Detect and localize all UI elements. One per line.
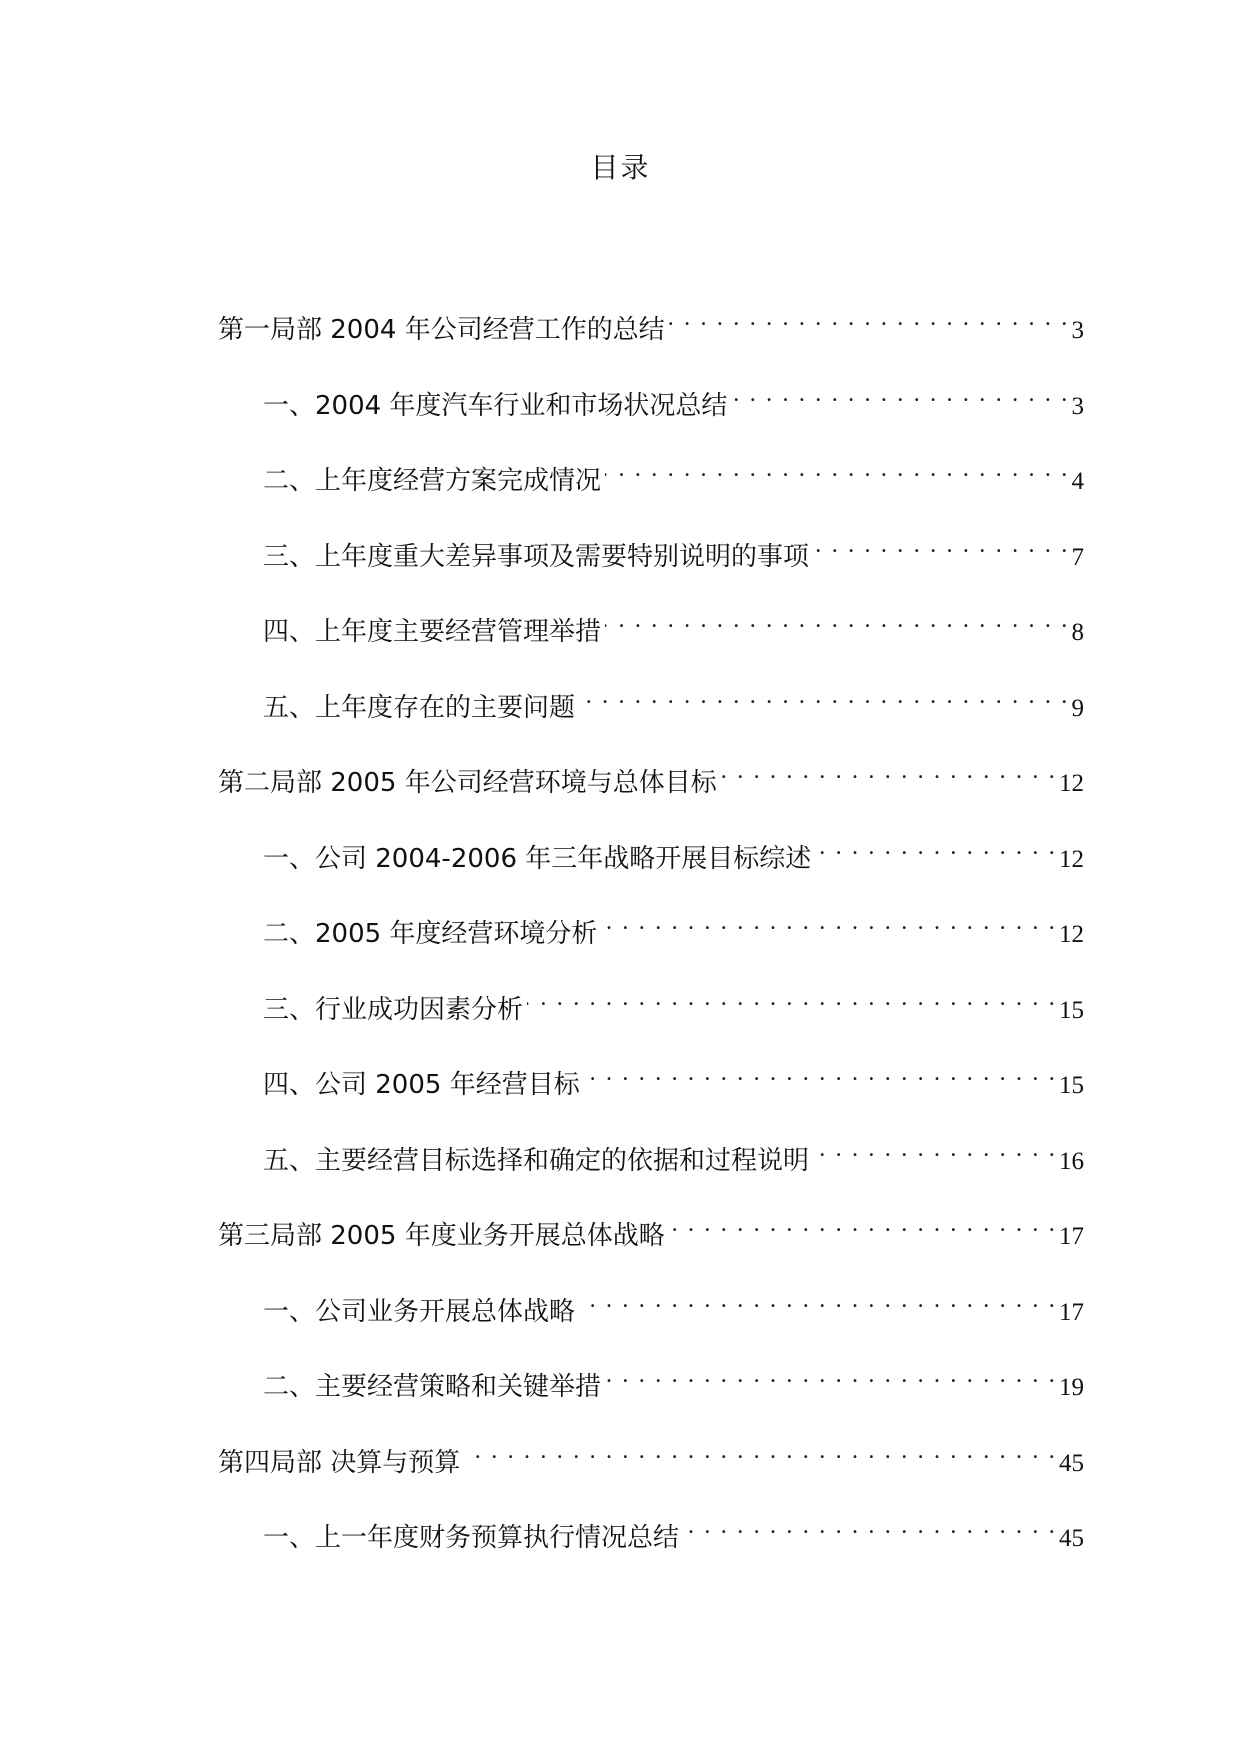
- dot-leader: [464, 1431, 1057, 1471]
- toc-entry[interactable]: [218, 1506, 1084, 1582]
- toc-entry-label: 五、主要经营目标选择和确定的依据和过程说明: [263, 1145, 810, 1176]
- dot-leader: [601, 902, 1057, 942]
- toc-entry-page: 9: [1071, 694, 1084, 722]
- toc-entry-label: 四、上年度主要经营管理举措: [263, 617, 602, 647]
- dot-leader: [731, 374, 1069, 414]
- toc-entry[interactable]: [218, 676, 1084, 752]
- toc-entry-label: 三、上年度重大差异事项及需要特别说明的事项: [263, 541, 810, 572]
- toc-entry[interactable]: [218, 1053, 1084, 1129]
- toc-entry-label: 二、上年度经营方案完成情况: [263, 466, 602, 496]
- toc-entry[interactable]: [218, 1355, 1084, 1431]
- toc-entry-page: 19: [1059, 1374, 1084, 1401]
- toc-entry-page: 16: [1059, 1147, 1084, 1175]
- toc-entry-label: 五、上年度存在的主要问题: [263, 692, 576, 723]
- toc-entry[interactable]: [218, 1129, 1084, 1205]
- toc-entry[interactable]: [218, 978, 1084, 1054]
- dot-leader: [579, 1280, 1057, 1320]
- toc-entry-part-2[interactable]: [218, 751, 1084, 827]
- toc-entry-label: 第二局部 2005 年公司经营环境与总体目标: [218, 768, 717, 798]
- toc-entry-page: 45: [1059, 1449, 1084, 1477]
- toc-entry[interactable]: [218, 449, 1084, 525]
- toc-entry-part-1[interactable]: [218, 298, 1084, 374]
- toc-entry[interactable]: [218, 600, 1084, 676]
- dot-leader: [579, 676, 1069, 716]
- toc-entry[interactable]: [218, 374, 1084, 450]
- dot-leader: [669, 298, 1070, 338]
- toc-entry-page: 12: [1059, 770, 1084, 797]
- toc-entry[interactable]: [218, 827, 1084, 903]
- toc-entry-label: 二、主要经营策略和关键举措: [263, 1372, 602, 1402]
- dot-leader: [813, 1129, 1057, 1169]
- toc-entry-part-3[interactable]: [218, 1204, 1084, 1280]
- dot-leader: [669, 1204, 1057, 1244]
- toc-entry-page: 4: [1071, 468, 1084, 495]
- toc-entry[interactable]: [218, 525, 1084, 601]
- dot-leader: [605, 1355, 1057, 1395]
- toc-entry-label: 一、2004 年度汽车行业和市场状况总结: [263, 390, 728, 421]
- toc-entry-page: 12: [1059, 845, 1084, 873]
- toc-entry-page: 3: [1071, 317, 1084, 344]
- dot-leader: [813, 525, 1069, 565]
- dot-leader: [605, 600, 1069, 640]
- page-title: 目录: [590, 151, 651, 184]
- toc-entry-page: 15: [1059, 996, 1084, 1024]
- dot-leader: [605, 449, 1069, 489]
- toc-entry-page: 45: [1059, 1525, 1084, 1552]
- toc-entry-part-4[interactable]: [218, 1431, 1084, 1507]
- toc-entry[interactable]: [218, 1280, 1084, 1356]
- dot-leader: [683, 1506, 1057, 1546]
- toc-entry[interactable]: [218, 902, 1084, 978]
- toc-entry-label: 第一局部 2004 年公司经营工作的总结: [218, 315, 665, 345]
- dot-leader: [584, 1053, 1057, 1093]
- toc-entry-label: 一、公司 2004-2006 年三年战略开展目标综述: [263, 843, 812, 874]
- toc-entry-label: 第四局部 决算与预算: [218, 1447, 461, 1478]
- dot-leader: [721, 751, 1057, 791]
- dot-leader: [815, 827, 1057, 867]
- toc-entry-label: 三、行业成功因素分析: [263, 994, 524, 1025]
- dot-leader: [527, 978, 1057, 1018]
- toc-entry-label: 二、2005 年度经营环境分析: [263, 919, 598, 949]
- toc-entry-page: 17: [1059, 1298, 1084, 1326]
- toc-entry-page: 17: [1059, 1223, 1084, 1250]
- toc-entry-label: 一、公司业务开展总体战略: [263, 1296, 576, 1327]
- toc-entry-page: 3: [1071, 392, 1084, 420]
- table-of-contents: [218, 298, 1084, 1582]
- toc-entry-page: 15: [1059, 1072, 1084, 1099]
- toc-entry-label: 四、公司 2005 年经营目标: [263, 1070, 580, 1100]
- toc-entry-label: 第三局部 2005 年度业务开展总体战略: [218, 1221, 665, 1251]
- toc-entry-label: 一、上一年度财务预算执行情况总结: [263, 1523, 680, 1553]
- toc-entry-page: 7: [1071, 543, 1084, 571]
- toc-entry-page: 12: [1059, 921, 1084, 948]
- toc-entry-page: 8: [1071, 619, 1084, 646]
